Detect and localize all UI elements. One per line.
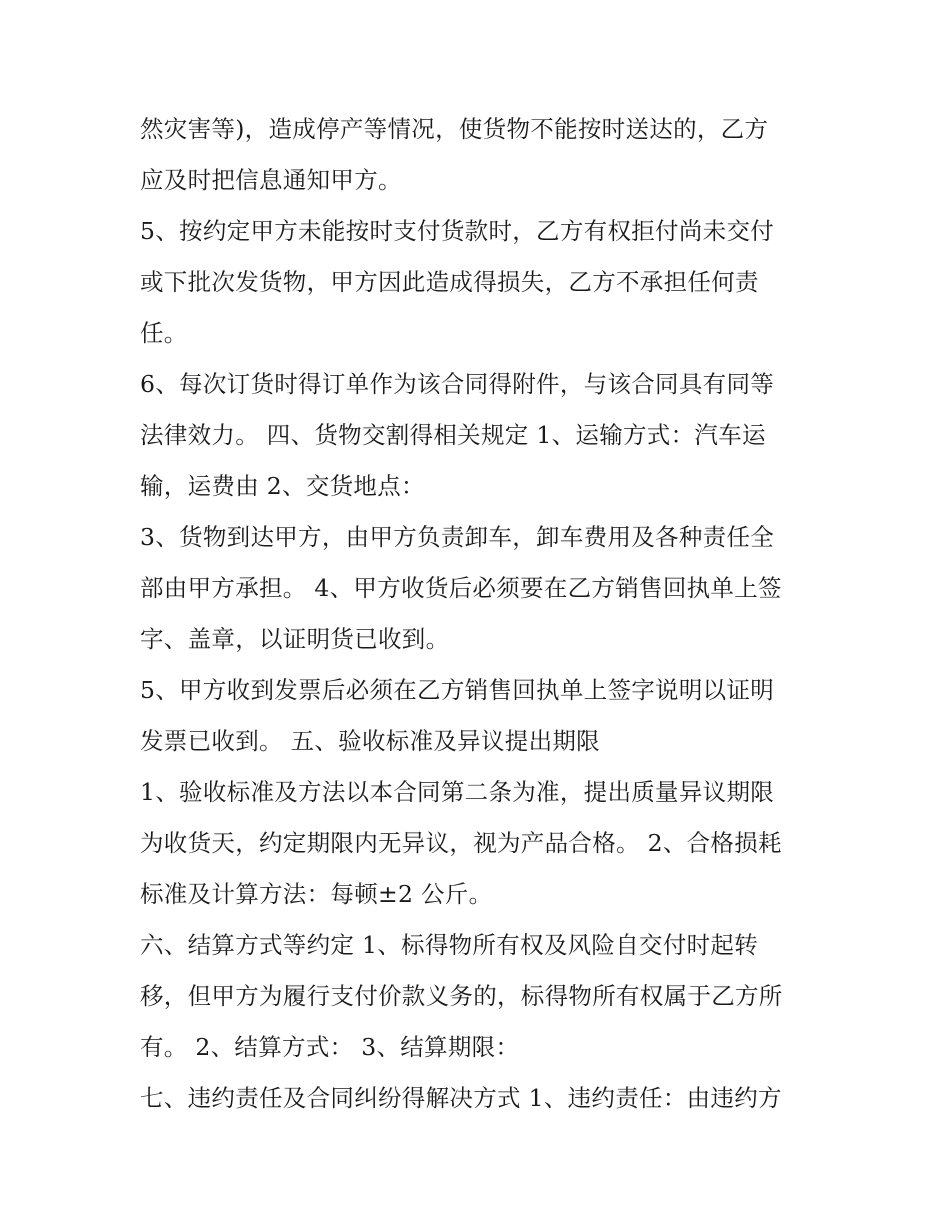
text-line: 法律效力。 四、货物交割得相关规定 1、运输方式：汽车运 (140, 421, 766, 449)
text-line: 6、每次订货时得订单作为该合同得附件，与该合同具有同等 (140, 370, 775, 398)
document-body (140, 104, 820, 1124)
text-line: 任。 (140, 319, 188, 347)
text-line: 为收货天，约定期限内无异议，视为产品合格。 2、合格损耗 (140, 829, 782, 857)
text-line: 发票已收到。 五、验收标准及异议提出期限 (140, 727, 600, 755)
text-line: 移，但甲方为履行支付价款义务的，标得物所有权属于乙方所 (140, 982, 783, 1010)
text-line: 1、验收标准及方法以本合同第二条为准，提出质量异议期限 (140, 778, 775, 806)
text-line: 部由甲方承担。 4、甲方收货后必须要在乙方销售回执单上签 (140, 574, 782, 602)
text-line: 应及时把信息通知甲方。 (140, 166, 402, 194)
text-line: 3、货物到达甲方，由甲方负责卸车，卸车费用及各种责任全 (140, 523, 775, 551)
text-line: 5、甲方收到发票后必须在乙方销售回执单上签字说明以证明 (140, 676, 775, 704)
text-line: 六、结算方式等约定 1、标得物所有权及风险自交付时起转 (140, 931, 759, 959)
text-line: 输，运费由 2、交货地点： (140, 472, 425, 500)
text-line: 七、违约责任及合同纠纷得解决方式 1、违约责任：由违约方 (140, 1084, 782, 1112)
text-line: 然灾害等)，造成停产等情况，使货物不能按时送达的，乙方 (140, 115, 769, 143)
text-line: 标准及计算方法：每顿±2 公斤。 (140, 880, 493, 908)
text-line: 或下批次发货物，甲方因此造成得损失，乙方不承担任何责 (140, 268, 759, 296)
text-line: 字、盖章，以证明货已收到。 (140, 625, 450, 653)
text-line: 有。 2、结算方式： 3、结算期限： (140, 1033, 520, 1061)
text-line: 5、按约定甲方未能按时支付货款时，乙方有权拒付尚未交付 (140, 217, 775, 245)
